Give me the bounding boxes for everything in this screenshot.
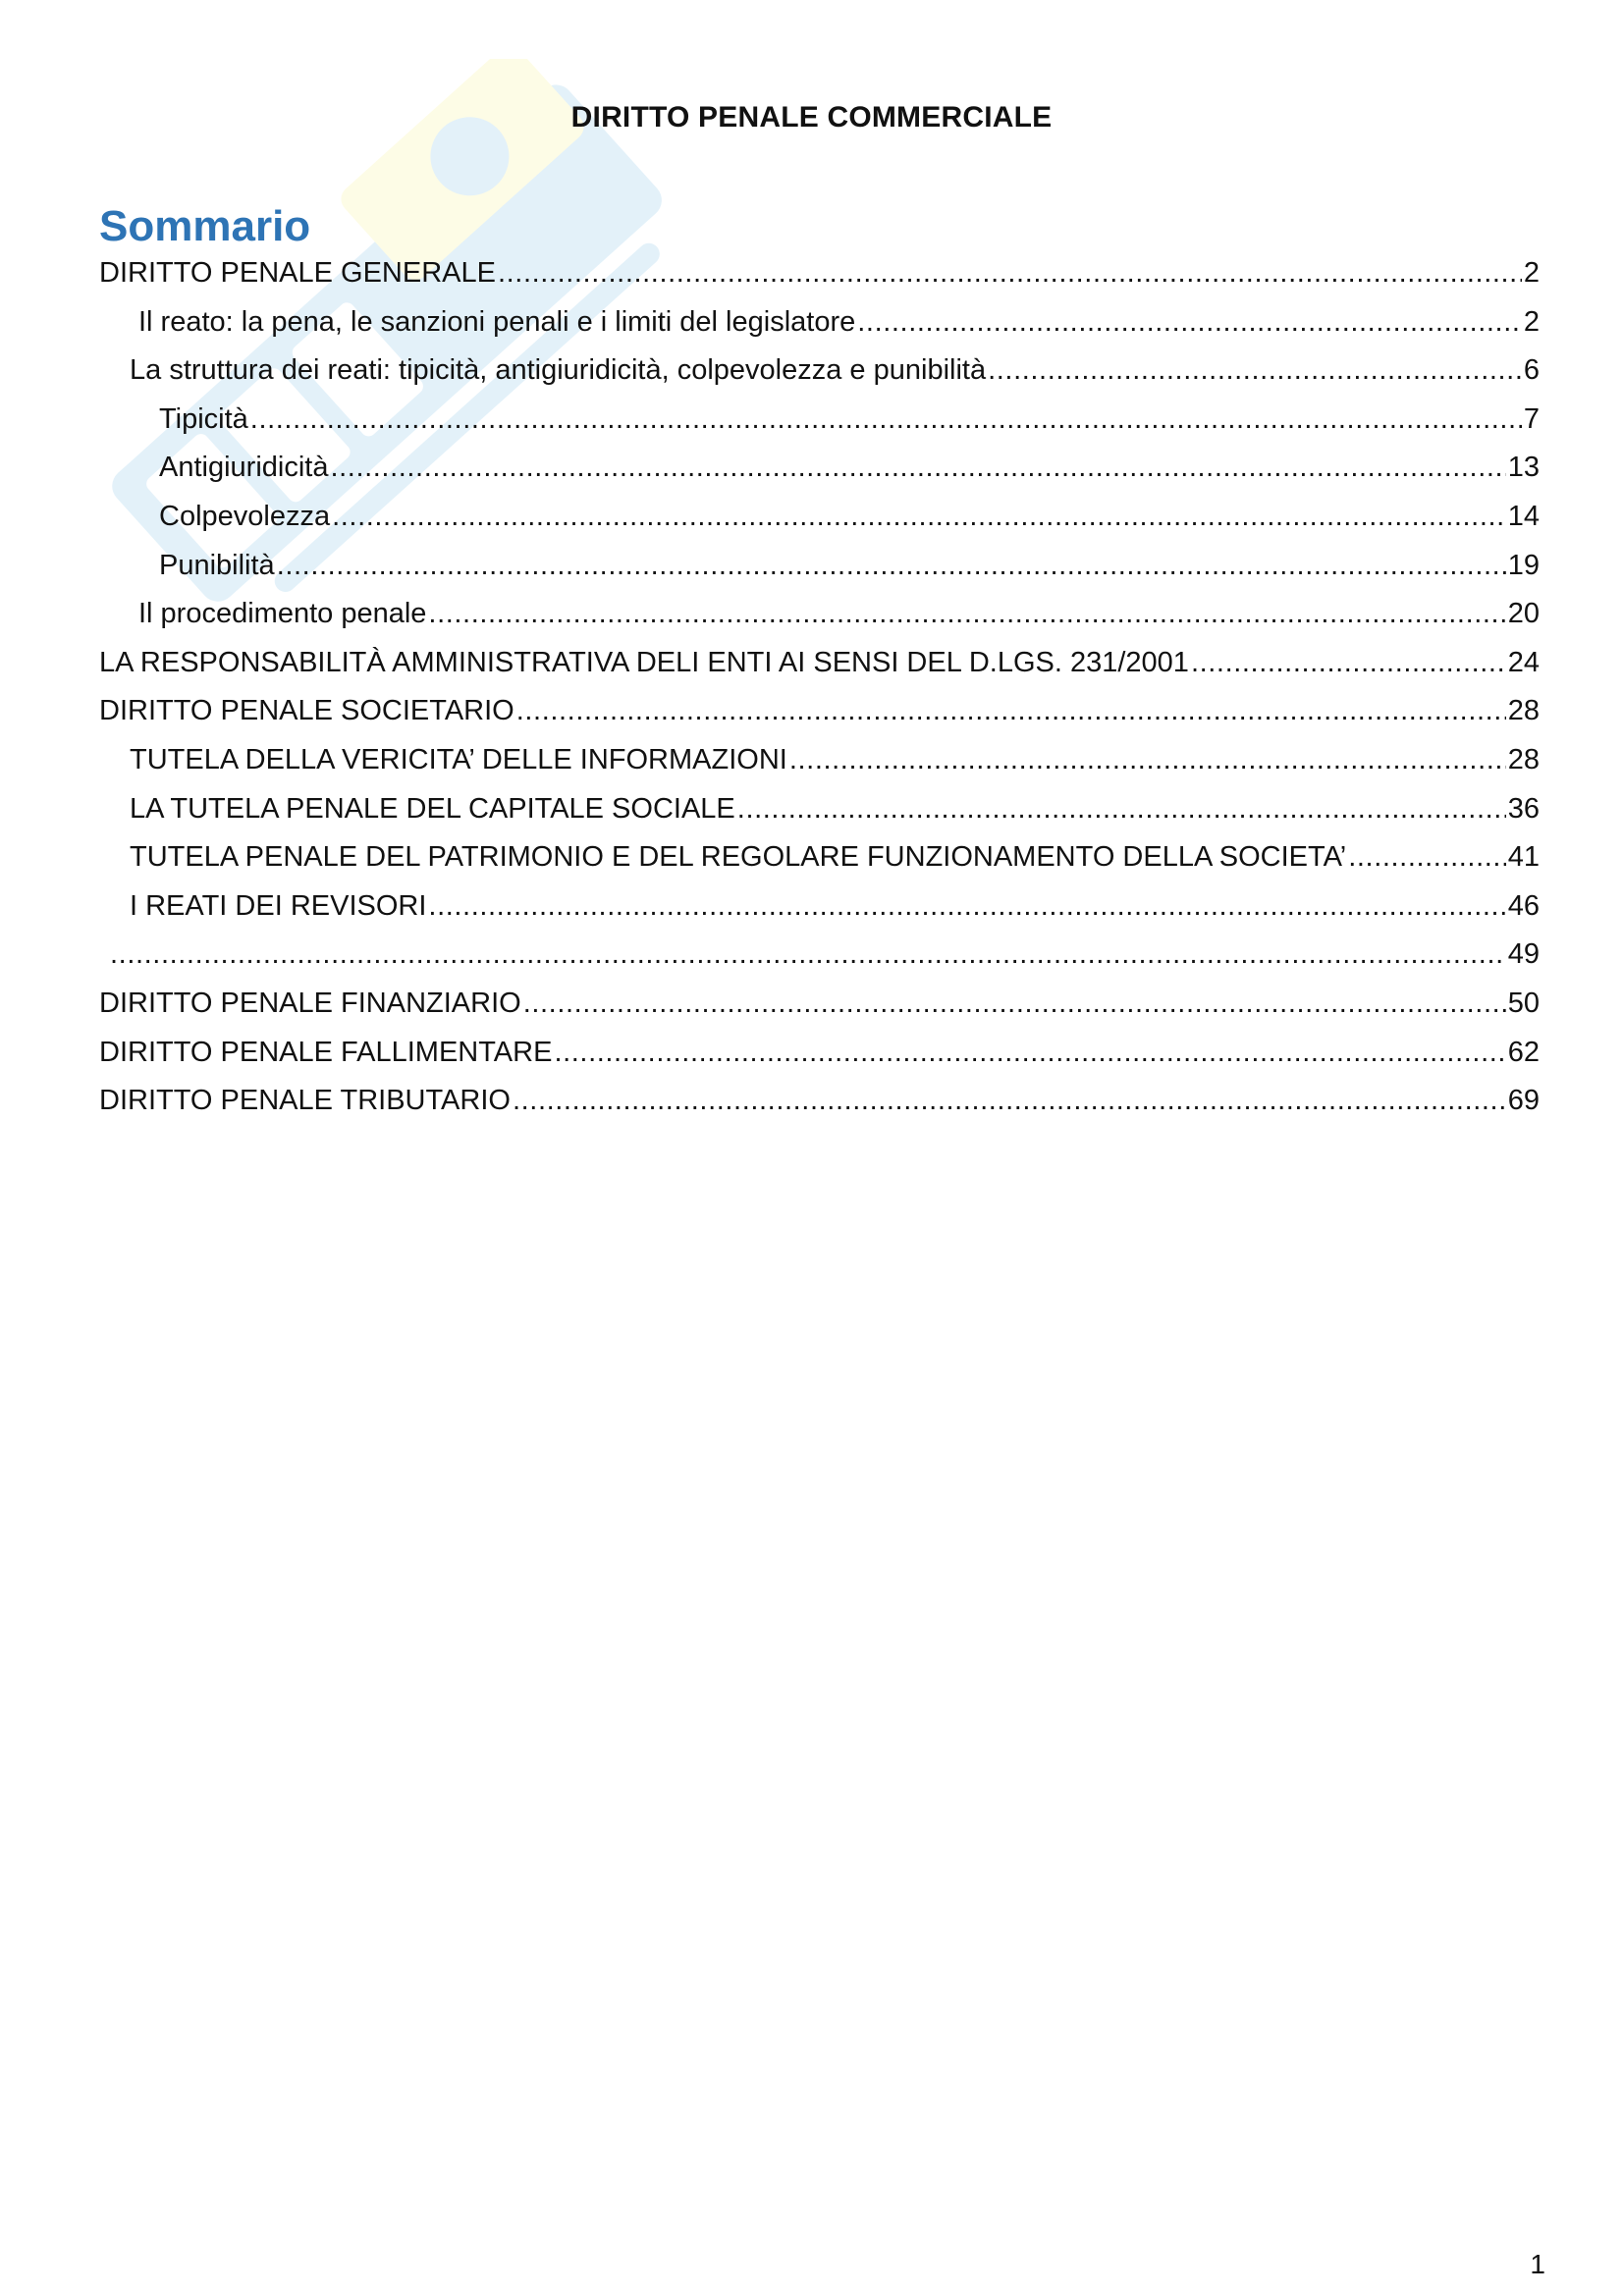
toc-entry-title: Punibilità xyxy=(159,549,275,581)
toc-dot-leader xyxy=(1348,837,1506,877)
toc-entry-title: I REATI DEI REVISORI xyxy=(130,889,427,922)
toc-dot-leader xyxy=(988,350,1522,390)
document-title: DIRITTO PENALE COMMERCIALE xyxy=(570,101,1053,133)
toc-entry-page: 28 xyxy=(1507,743,1540,775)
toc-entry-tutela-vericita[interactable] xyxy=(99,740,1540,789)
toc-entry-page: 14 xyxy=(1507,500,1540,532)
toc-entry-title: Antigiuridicità xyxy=(159,452,329,484)
toc-heading: Sommario xyxy=(99,202,311,250)
toc-entry-page: 62 xyxy=(1507,1036,1540,1068)
toc-entry-diritto-penale-societario[interactable] xyxy=(99,691,1540,740)
toc-entry-title: Il procedimento penale xyxy=(138,598,427,630)
toc-entry-il-reato[interactable] xyxy=(99,302,1540,351)
toc-entry-title: LA RESPONSABILITÀ AMMINISTRATIVA DELI ENTI AI SENSI DEL D.LGS. 231/2001 xyxy=(99,646,1189,678)
toc-entry-title: LA TUTELA PENALE DEL CAPITALE SOCIALE xyxy=(130,792,735,825)
toc-dot-leader xyxy=(857,302,1522,342)
toc-entry-diritto-penale-generale[interactable] xyxy=(99,253,1540,302)
toc-entry-title: DIRITTO PENALE FALLIMENTARE xyxy=(99,1036,553,1068)
toc-entry-title: La struttura dei reati: tipicità, antigiuridicità, colpevolezza e punibilità xyxy=(130,354,987,387)
toc-entry-page: 2 xyxy=(1523,305,1540,338)
toc-dot-leader xyxy=(523,984,1506,1023)
toc-entry-tipicita[interactable] xyxy=(99,400,1540,449)
toc-entry-page: 7 xyxy=(1523,402,1540,435)
toc-entry-tutela-patrimonio[interactable] xyxy=(99,837,1540,886)
toc-dot-leader xyxy=(428,886,1505,926)
toc-dot-leader xyxy=(332,497,1506,536)
toc-dot-leader xyxy=(737,789,1506,828)
toc-dot-leader xyxy=(554,1033,1505,1072)
toc-dot-leader xyxy=(789,740,1506,779)
toc-dot-leader xyxy=(1191,643,1506,682)
toc-dot-leader xyxy=(110,934,1506,974)
toc-entry-page: 49 xyxy=(1507,938,1540,971)
toc-entry-title: DIRITTO PENALE GENERALE xyxy=(99,257,496,289)
toc-entry-tutela-capitale-sociale[interactable] xyxy=(99,789,1540,838)
toc-entry-colpevolezza[interactable] xyxy=(99,497,1540,546)
toc-entry-diritto-penale-fallimentare[interactable] xyxy=(99,1033,1540,1082)
toc-entry-page: 13 xyxy=(1507,452,1540,484)
toc-entry-untitled[interactable] xyxy=(99,934,1540,984)
toc-entry-page: 41 xyxy=(1507,841,1540,874)
toc-entry-page: 28 xyxy=(1507,695,1540,727)
toc-entry-diritto-penale-tributario[interactable] xyxy=(99,1081,1540,1130)
toc-entry-title: TUTELA DELLA VERICITA’ DELLE INFORMAZIONI xyxy=(130,743,787,775)
toc-entry-page: 46 xyxy=(1507,889,1540,922)
toc-entry-procedimento-penale[interactable] xyxy=(99,594,1540,643)
toc-entry-diritto-penale-finanziario[interactable] xyxy=(99,984,1540,1033)
toc-entry-title: DIRITTO PENALE TRIBUTARIO xyxy=(99,1085,511,1117)
toc-entry-page: 36 xyxy=(1507,792,1540,825)
toc-entry-page: 19 xyxy=(1507,549,1540,581)
toc-dot-leader xyxy=(513,1081,1506,1120)
toc-entry-punibilita[interactable] xyxy=(99,546,1540,595)
toc-dot-leader xyxy=(330,448,1505,487)
toc-dot-leader xyxy=(277,546,1506,585)
toc-entry-page: 20 xyxy=(1507,598,1540,630)
toc-entry-title: DIRITTO PENALE SOCIETARIO xyxy=(99,695,514,727)
toc-entry-antigiuridicita[interactable] xyxy=(99,448,1540,497)
toc-entry-page: 50 xyxy=(1507,987,1540,1019)
toc-entry-title: Il reato: la pena, le sanzioni penali e i limiti del legislatore xyxy=(138,305,856,338)
toc-entry-page: 69 xyxy=(1507,1085,1540,1117)
table-of-contents xyxy=(99,253,1540,1130)
toc-entry-page: 24 xyxy=(1507,646,1540,678)
toc-entry-responsabilita-amministrativa[interactable] xyxy=(99,643,1540,692)
toc-entry-title: Tipicità xyxy=(159,402,248,435)
toc-dot-leader xyxy=(516,691,1506,730)
toc-entry-struttura-dei-reati[interactable] xyxy=(99,350,1540,400)
toc-entry-title: TUTELA PENALE DEL PATRIMONIO E DEL REGOLARE FUNZIONAMENTO DELLA SOCIETA’ xyxy=(130,841,1347,874)
toc-dot-leader xyxy=(428,594,1505,633)
toc-entry-title: DIRITTO PENALE FINANZIARIO xyxy=(99,987,521,1019)
page-number: 1 xyxy=(1530,2249,1545,2279)
toc-entry-page: 6 xyxy=(1523,354,1540,387)
toc-dot-leader xyxy=(498,253,1522,293)
toc-dot-leader xyxy=(250,400,1522,439)
toc-entry-page: 2 xyxy=(1523,257,1540,289)
toc-entry-reati-revisori[interactable] xyxy=(99,886,1540,935)
toc-entry-title: Colpevolezza xyxy=(159,500,331,532)
